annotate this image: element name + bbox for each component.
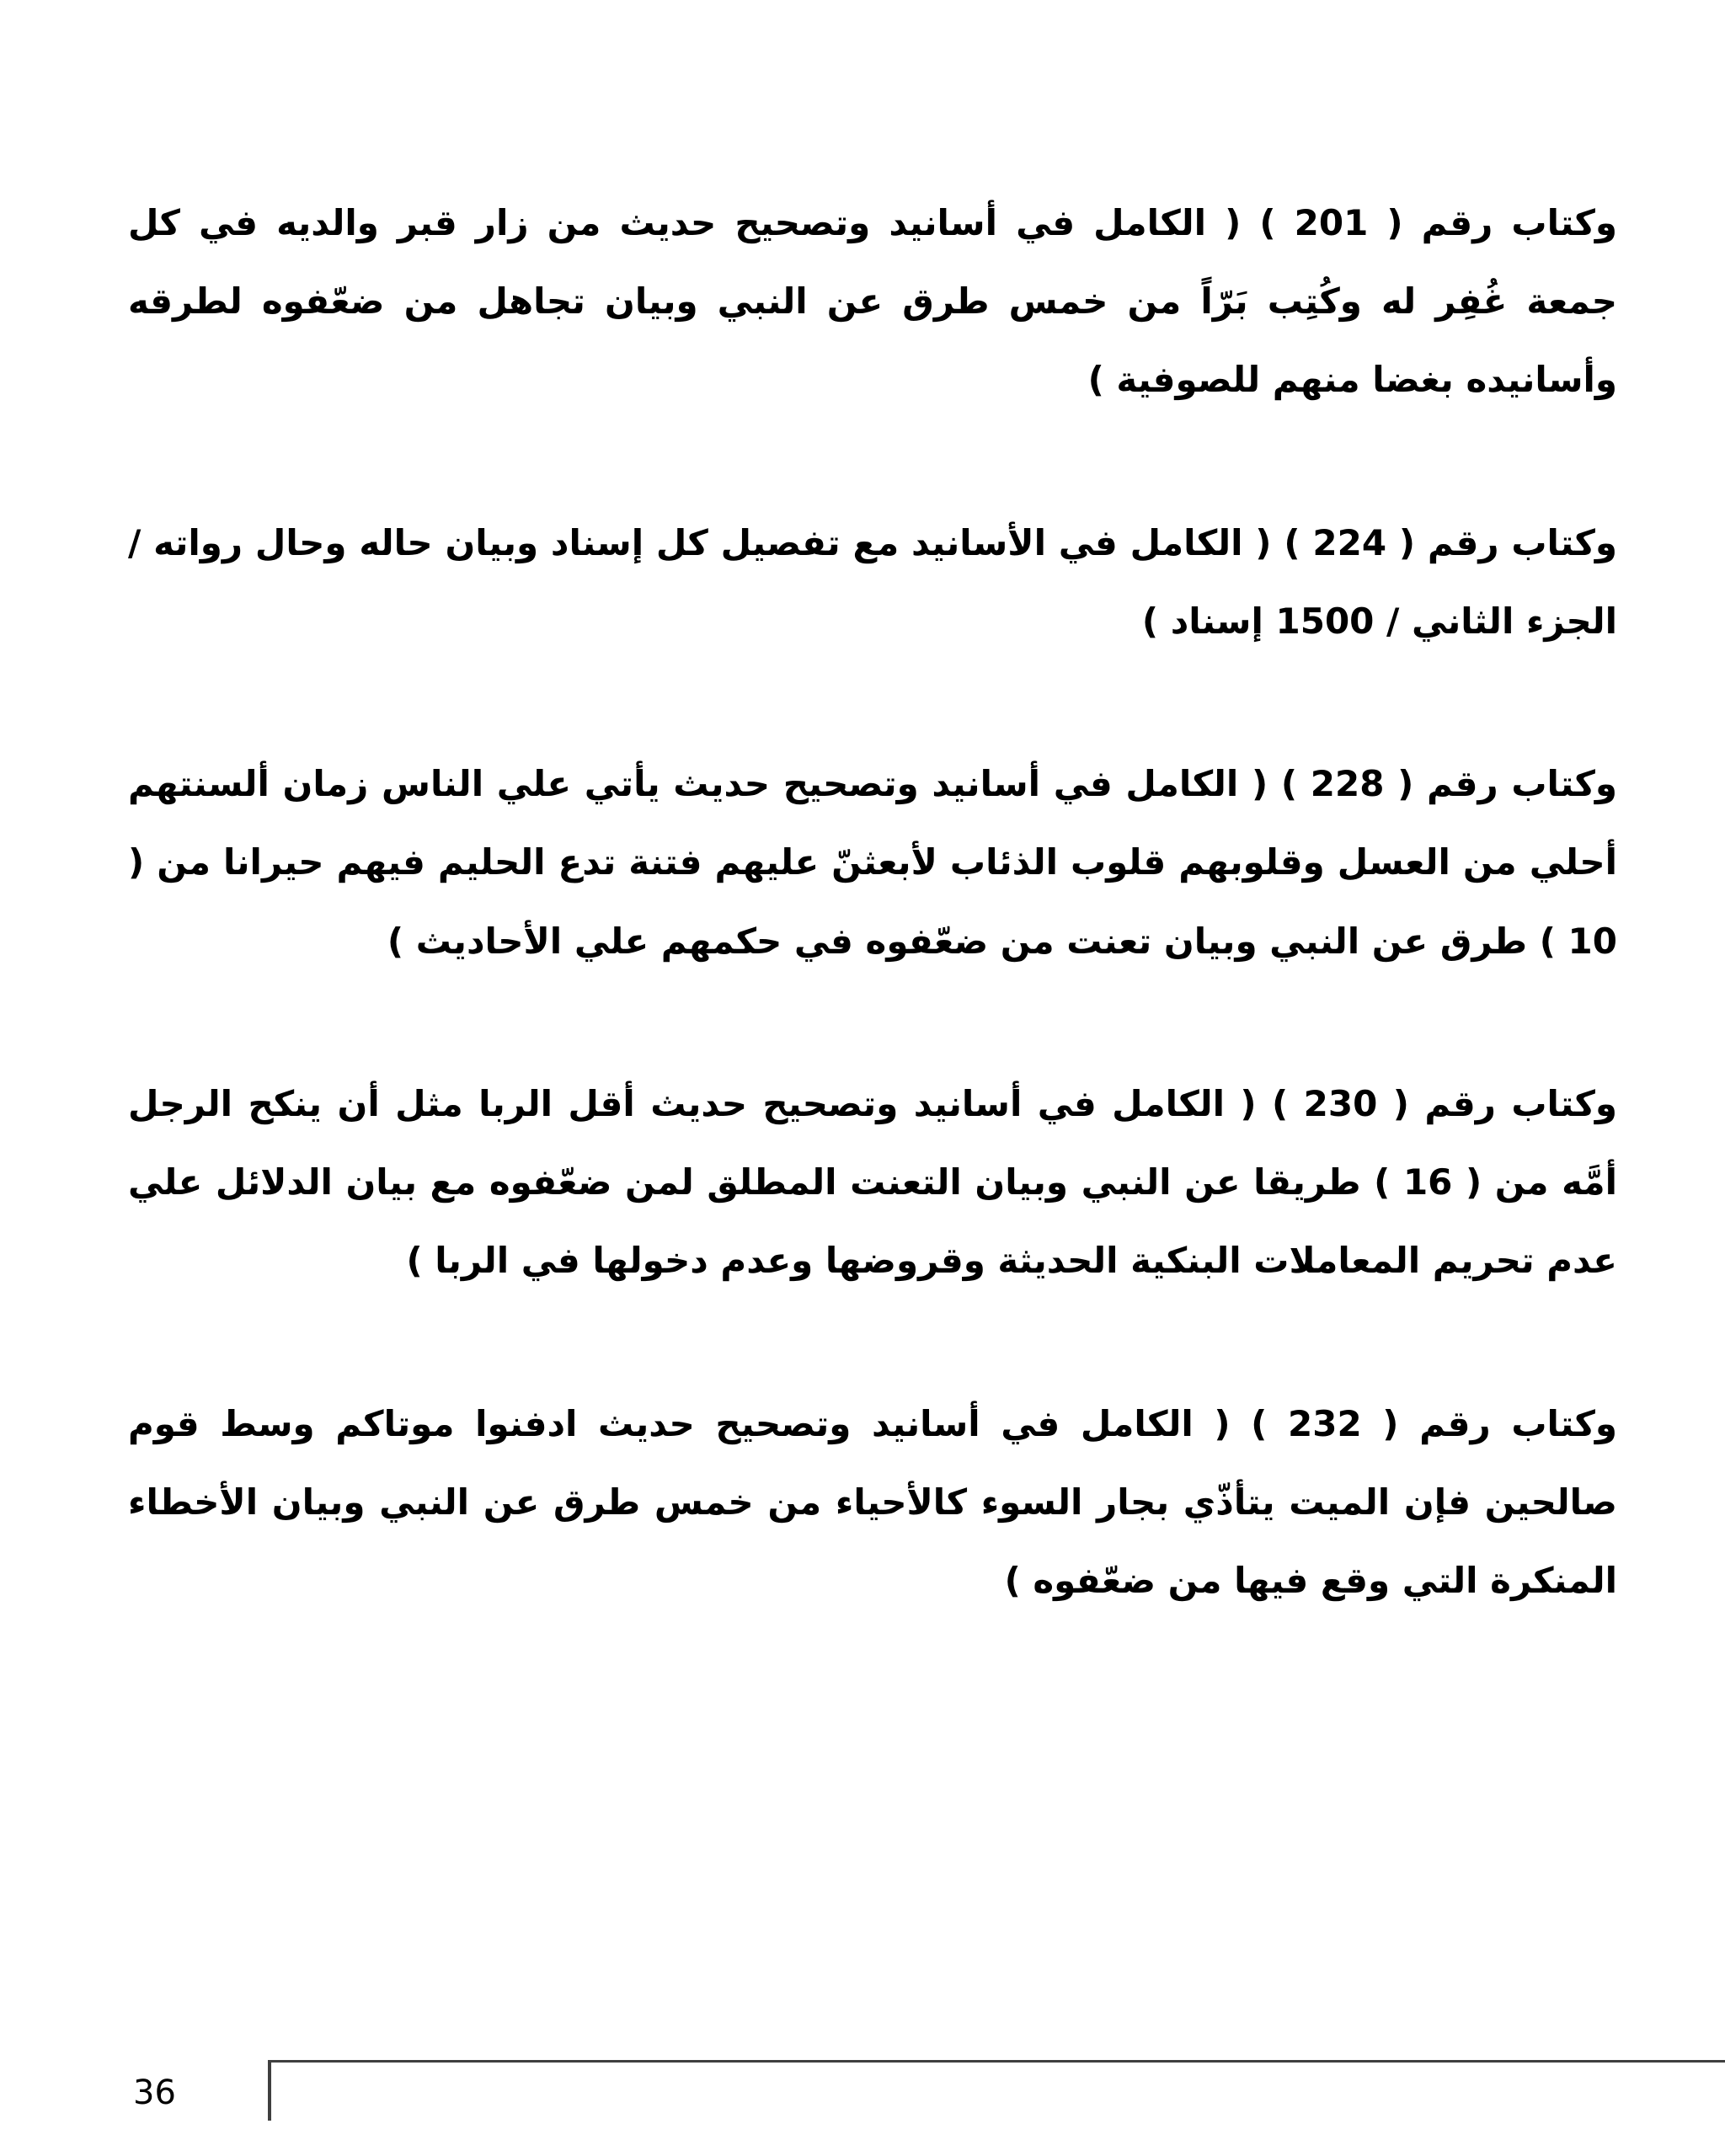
book-entry-201: وكتاب رقم ( 201 ) ( الكامل في أسانيد وتصحيح حديث من زار قبر والديه في كل جمعة غُفِر له وكُتِب بَرّاً من خمس طرق عن النبي وبيان تجاهل من ضعّفوه لطرقه وأسانيده بغضا منهم للصوفية ) [128,202,1618,401]
page-number: 36 [133,2073,176,2112]
footer-divider [268,2060,1725,2121]
book-entry-228: وكتاب رقم ( 228 ) ( الكامل في أسانيد وتصحيح حديث يأتي علي الناس زمان ألسنتهم أحلي من العسل وقلوبهم قلوب الذئاب لأبعثنّ عليهم فتنة تدع الحليم فيهم حيرانا من ( 10 ) طرق عن النبي وبيان تعنت من ضعّفوه في حكمهم علي الأحاديث ) [128,763,1618,962]
page-footer [0,2060,1725,2144]
document-body [128,184,1617,1620]
book-entry-232: وكتاب رقم ( 232 ) ( الكامل في أسانيد وتصحيح حديث ادفنوا موتاكم وسط قوم صالحين فإن الميت يتأذّي بجار السوء كالأحياء من خمس طرق عن النبي وبيان الأخطاء المنكرة التي وقع فيها من ضعّفوه ) [128,1402,1617,1602]
book-entry-230: وكتاب رقم ( 230 ) ( الكامل في أسانيد وتصحيح حديث أقل الربا مثل أن ينكح الرجل أمَّه من ( 16 ) طريقا عن النبي وبيان التعنت المطلق لمن ضعّفوه مع بيان الدلائل علي عدم تحريم المعاملات البنكية الحديثة وقروضها وعدم دخولها في الربا ) [128,1082,1617,1282]
book-entry-224: وكتاب رقم ( 224 ) ( الكامل في الأسانيد مع تفصيل كل إسناد وبيان حاله وحال رواته / الجزء الثاني / 1500 إسناد ) [128,521,1618,642]
